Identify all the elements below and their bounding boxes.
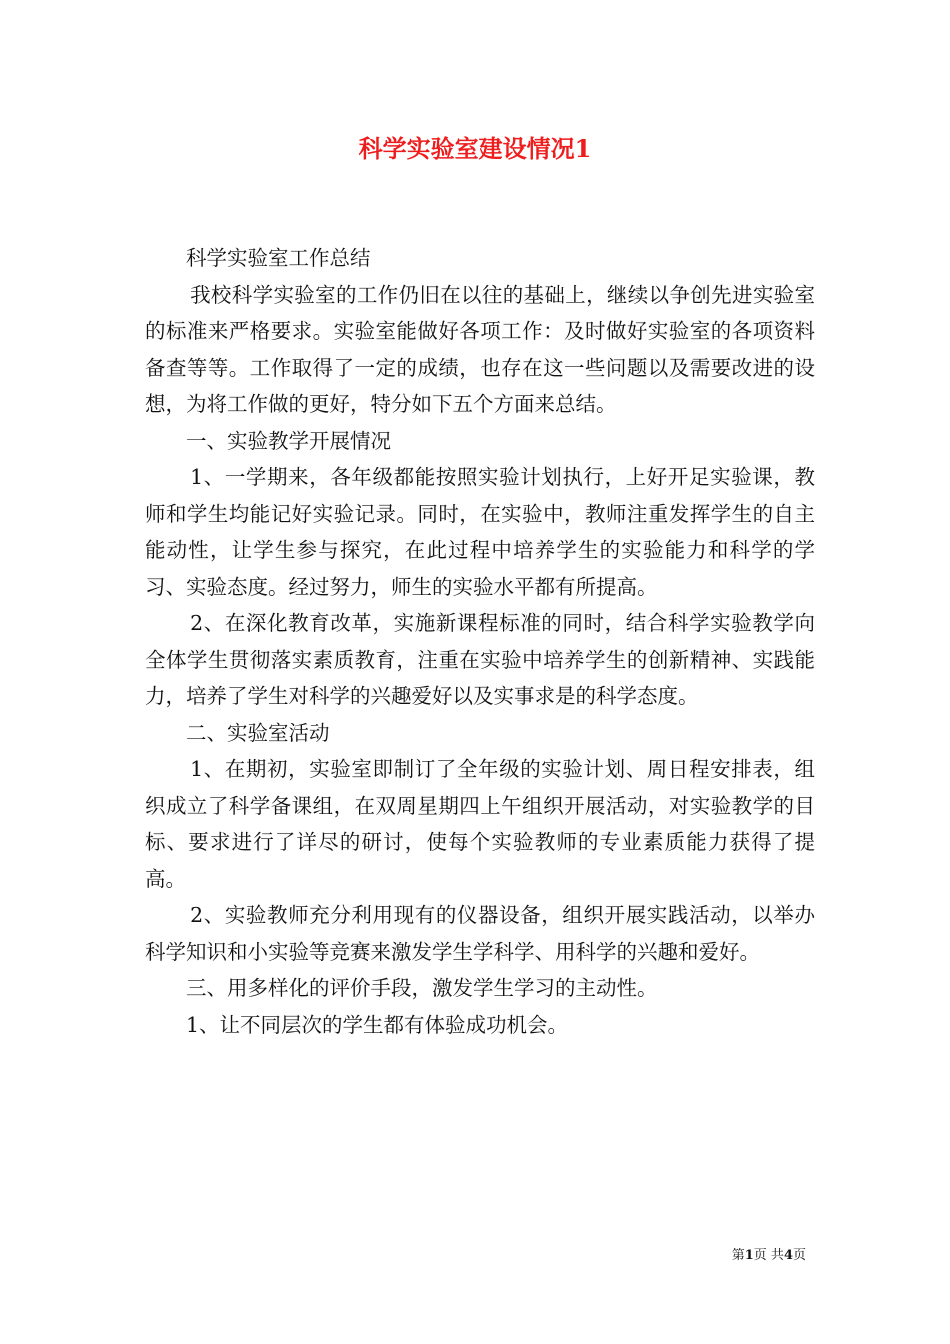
intro-paragraph: 我校科学实验室的工作仍旧在以往的基础上，继续以争创先进实验室的标准来严格要求。实验室能做好各项工作：及时做好实验室的各项资料备查等等。工作取得了一定的成绩，也存在这一些问题以及需要改进的设想，为将工作做的更好，特分如下五个方面来总结。	[145, 282, 815, 416]
paragraph-3-1: 1、让不同层次的学生都有体验成功机会。	[186, 1012, 569, 1037]
paragraph-2-2: 2、实验教师充分利用现有的仪器设备，组织开展实践活动，以举办科学知识和小实验等竞赛来激发学生学科学、用科学的兴趣和爱好。	[145, 903, 815, 964]
footer-prefix: 第	[731, 1248, 745, 1263]
footer-middle: 页 共	[753, 1248, 784, 1263]
document-body	[145, 240, 815, 1043]
section-heading-summary: 科学实验室工作总结	[186, 246, 371, 270]
section-heading-3: 三、用多样化的评价手段，激发学生学习的主动性。	[186, 976, 658, 1000]
paragraph-1-2: 2、在深化教育改革，实施新课程标准的同时，结合科学实验教学向全体学生贯彻落实素质教育，注重在实验中培养学生的创新精神、实践能力，培养了学生对科学的兴趣爱好以及实事求是的科学态度。	[145, 611, 815, 708]
total-page-number: 4	[783, 1248, 793, 1263]
section-heading-1: 一、实验教学开展情况	[186, 428, 391, 453]
page-number-footer	[732, 1247, 806, 1265]
current-page-number: 1	[744, 1248, 754, 1263]
footer-suffix: 页	[792, 1248, 806, 1263]
paragraph-2-1: 1、在期初，实验室即制订了全年级的实验计划、周日程安排表，组织成立了科学备课组，在双周星期四上午组织开展活动，对实验教学的目标、要求进行了详尽的研讨，使每个实验教师的专业素质能力获得了提高。	[145, 757, 815, 891]
paragraph-1-1: 1、一学期来，各年级都能按照实验计划执行，上好开足实验课，教师和学生均能记好实验记录。同时，在实验中，教师注重发挥学生的自主能动性，让学生参与探究，在此过程中培养学生的实验能力和科学的学习、实验态度。经过努力，师生的实验水平都有所提高。	[145, 465, 815, 599]
document-title: 科学实验室建设情况1	[358, 134, 592, 163]
section-heading-2: 二、实验室活动	[186, 720, 330, 745]
